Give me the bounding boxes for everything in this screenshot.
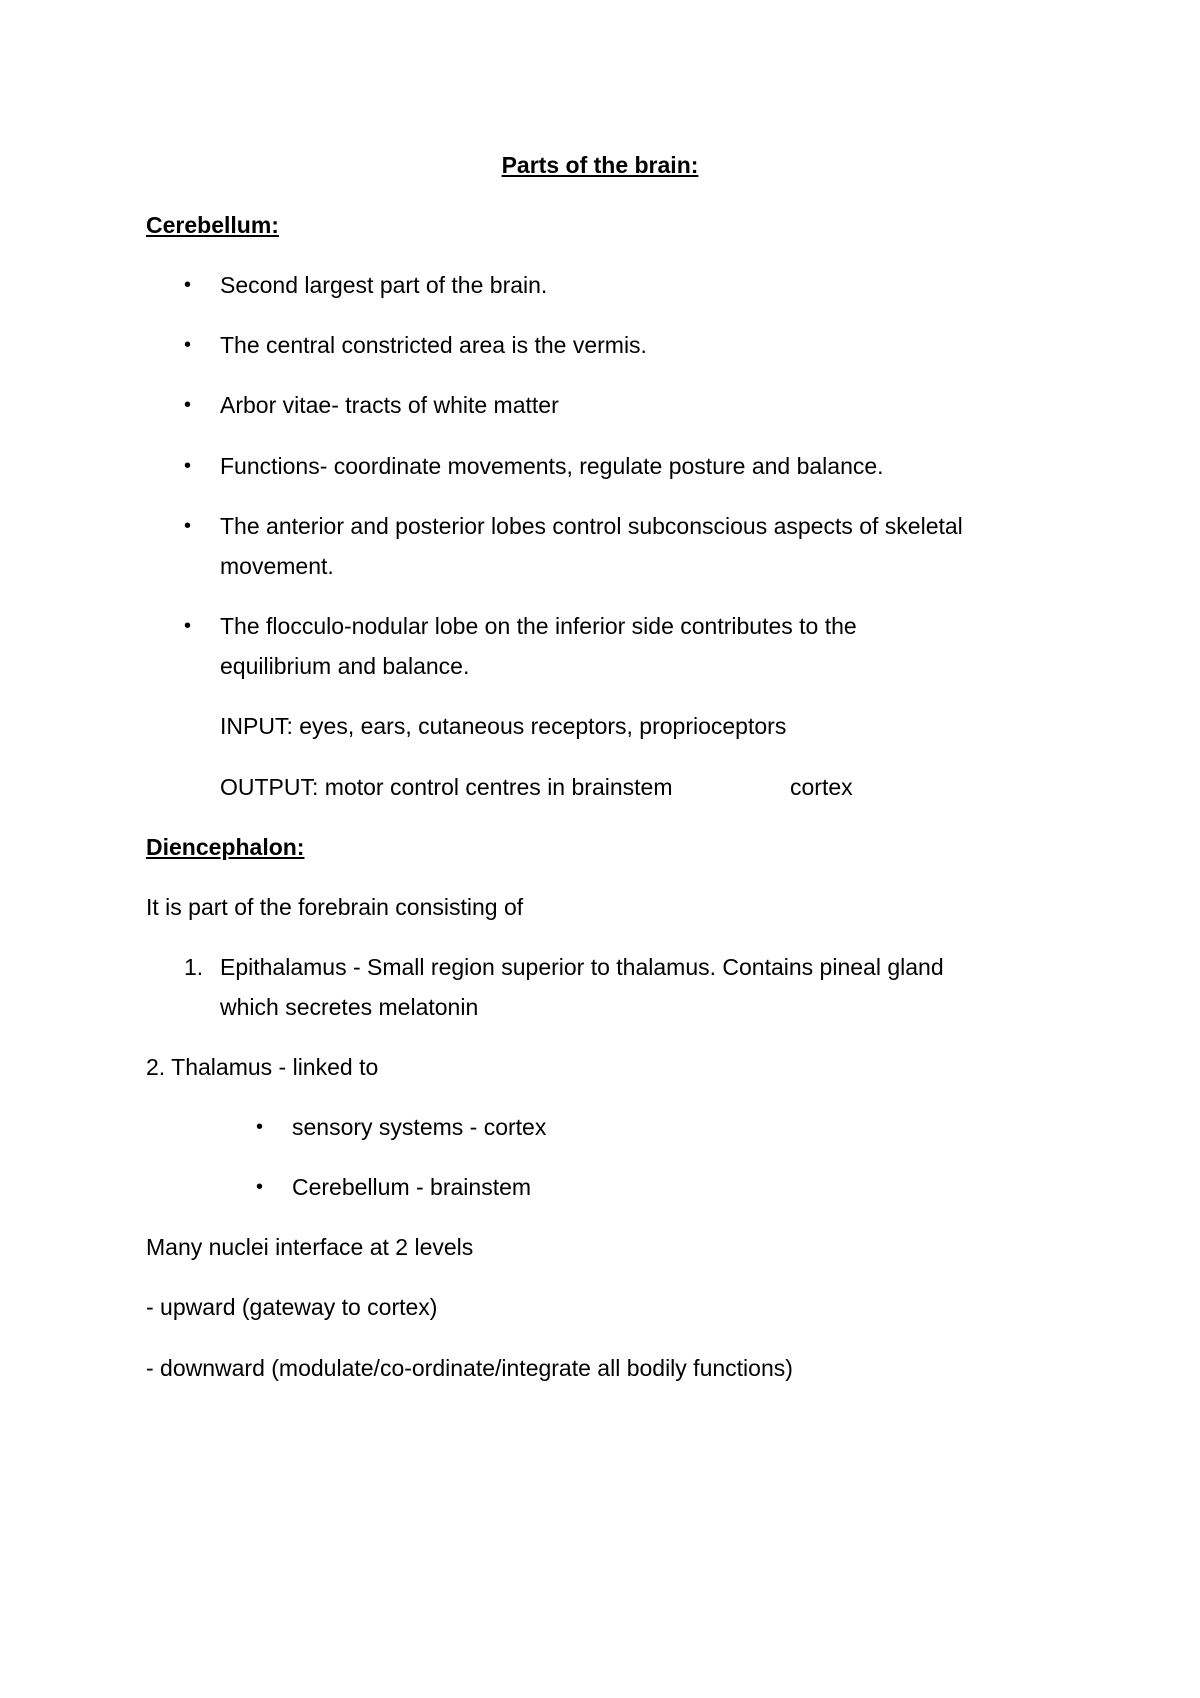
- output-extra: cortex: [790, 774, 853, 800]
- diencephalon-heading: Diencephalon:: [146, 834, 305, 860]
- bullet-icon: •: [184, 334, 192, 356]
- bullet-icon: •: [256, 1176, 264, 1198]
- upward-line: - upward (gateway to cortex): [146, 1294, 438, 1320]
- list-item: Second largest part of the brain.: [220, 272, 548, 298]
- list-item: The flocculo-nodular lobe on the inferior side contributes to the: [220, 613, 857, 639]
- thalamus-item: 2. Thalamus - linked to: [146, 1054, 379, 1080]
- bullet-icon: •: [184, 615, 192, 637]
- epithalamus-item-continuation: which secretes melatonin: [220, 994, 479, 1020]
- bullet-icon: •: [184, 394, 192, 416]
- output-line: OUTPUT: motor control centres in brainstem: [220, 774, 673, 800]
- bullet-icon: •: [184, 515, 192, 537]
- bullet-icon: •: [184, 455, 192, 477]
- list-item: Functions- coordinate movements, regulate posture and balance.: [220, 453, 884, 479]
- numbered-marker: 1.: [184, 954, 204, 980]
- cerebellum-heading: Cerebellum:: [146, 212, 279, 238]
- input-line: INPUT: eyes, ears, cutaneous receptors, proprioceptors: [220, 713, 787, 739]
- nuclei-line: Many nuclei interface at 2 levels: [146, 1234, 474, 1260]
- bullet-icon: •: [184, 274, 192, 296]
- diencephalon-intro: It is part of the forebrain consisting of: [146, 894, 524, 920]
- list-item: The central constricted area is the vermis.: [220, 332, 647, 358]
- downward-line: - downward (modulate/co-ordinate/integrate all bodily functions): [146, 1355, 793, 1381]
- epithalamus-item: Epithalamus - Small region superior to thalamus. Contains pineal gland: [220, 954, 944, 980]
- list-item: sensory systems - cortex: [292, 1114, 547, 1140]
- bullet-icon: •: [256, 1116, 264, 1138]
- list-item-continuation: equilibrium and balance.: [220, 653, 470, 679]
- list-item: Arbor vitae- tracts of white matter: [220, 392, 559, 418]
- page-title: Parts of the brain:: [501, 152, 699, 178]
- list-item: The anterior and posterior lobes control subconscious aspects of skeletal: [220, 513, 963, 539]
- list-item-continuation: movement.: [220, 553, 334, 579]
- list-item: Cerebellum - brainstem: [292, 1174, 532, 1200]
